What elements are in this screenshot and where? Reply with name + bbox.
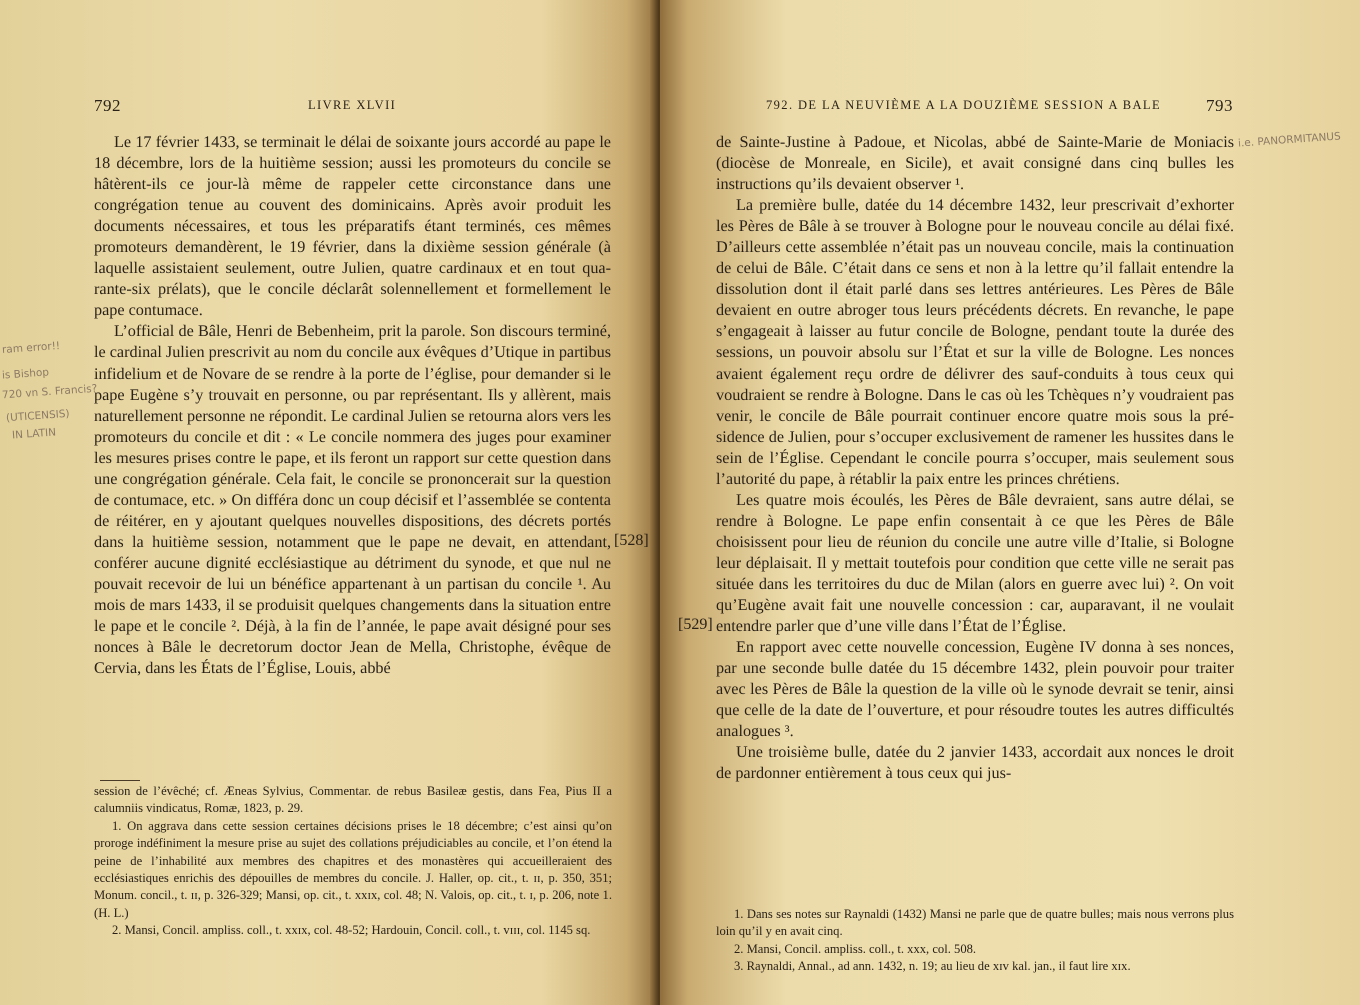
right-paragraph-2: La première bulle, datée du 14 décembre 1432, leur prescrivait d’exhorter les Pères de Bâle à se trouver à Bologne pour le nouveau concile au délai fixé. D’ailleurs cette assemblée n’était pas un nouveau concile, mais la continuation de celui de Bâle. C’était dans ce sens et non à la lettre qu’il fallait entendre la dissolution dont il était parlé dans ses lettres antérieures. Les Pères de Bâle devaient en outre abroger tous leurs précédents décrets. En revanche, le pape s’engageait à laisser au futur concile de Bologne, pendant toute la durée des sessions, un pouvoir absolu sur l’État et sur la ville de Bologne. Les nonces avaient également reçu ordre de délivrer des sauf-conduits à tous ceux qui voudraient se rendre à Bologne. Dans le cas où les Tchèques n’y voudraient pas venir, le concile de Bâle pourrait continuer encore quatre mois sous la présidence de Julien, pour s’occuper exclusivement de ramener les hussites dans le sein de l’Église. Cependant le concile pourra s’occuper, mais seulement sous l’autorité du pape, à rétablir la paix entre les princes chrétiens. bbox=[716, 196, 1234, 488]
right-running-head: 792. DE LA NEUVIÈME A LA DOUZIÈME SESSION A BALE bbox=[766, 98, 1161, 112]
right-page bbox=[660, 0, 1360, 1005]
right-footnote-2: 2. Mansi, Concil. ampliss. coll., t. xxx, col. 508. bbox=[734, 941, 977, 956]
left-margin-bracket: [528] bbox=[614, 532, 649, 549]
left-footnotes bbox=[94, 783, 612, 940]
left-footnote-2: 2. Mansi, Concil. ampliss. coll., t. xxɪx, col. 48-52; Hardouin, Concil. coll., t. vɪɪɪ, col. 1145 sq. bbox=[112, 923, 591, 938]
left-paragraph-1: Le 17 février 1433, se terminait le délai de soixante jours accordé au pape le 18 décembre, lors de la huitième session; aussi les promoteurs du concile se hâtèrent-ils ce jour-là même de rappeler cette circonstance dans une congrégation tenue au couvent des dominicains. Après avoir produit les documents nécessaires, et tous les préparatifs étant terminés, ces mêmes promoteurs demandèrent, le 19 février, dans la dixième session générale (à laquelle assistaient seulement, outre Julien, quatre cardinaux et en tout quarante-six prélats), que le concile déclarât solennellement et formellement le pape contumace. bbox=[94, 133, 611, 320]
handwritten-note-4: (UTICENSIS) bbox=[5, 407, 70, 425]
right-body-text bbox=[716, 132, 1234, 784]
right-paragraph-4: En rapport avec cette nouvelle concession, Eugène IV donna à ses nonces, par une seconde bulle datée du 15 décembre 1432, plein pouvoir pour traiter avec les Pères de Bâle la question de la ville où le synode devrait se tenir, ainsi que celle de la date de l’ouverture, et pour résoudre toutes les autres difficultés analogues ³. bbox=[716, 638, 1234, 741]
right-footnote-1: 1. Dans ses notes sur Raynaldi (1432) Mansi ne parle que de quatre bulles; mais nous verrons plus loin qu’il y en avait cinq. bbox=[716, 907, 1234, 939]
handwritten-note-1: ram error!! bbox=[1, 339, 61, 357]
footnote-rule bbox=[100, 780, 140, 781]
left-page-number: 792 bbox=[94, 96, 121, 115]
handwritten-note-right: i.e. PANORMITANUS bbox=[1237, 130, 1342, 150]
left-footnote-continued: session de l’évêché; cf. Æneas Sylvius, Commentar. de rebus Basileæ gestis, dans Fea, Pius II a calumniis vindicatus, Romæ, 1823, p. 29. bbox=[94, 784, 612, 816]
left-paragraph-2: L’official de Bâle, Henri de Bebenheim, prit la parole. Son discours terminé, le cardinal Julien prescrivit au nom du concile aux évêques d’Utique in partibus infidelium et de Novare de se rendre à la porte de l’église, pour demander si le pape Eugène s’y trouvait en personne, ou par représentant. Ils y allèrent, mais naturellement personne ne répondit. Le cardinal Julien se retourna alors vers les promoteurs du concile et dit : « Le concile nommera des juges pour examiner les mesures prises contre le pape, et ils feront un rapport sur cette question dans une congrégation générale. Cela fait, le concile se prononcerait sur la question de contumace, etc. » On différa donc un coup décisif et l’assemblée se contenta de réitérer, en y ajoutant quelques nouvelles dispositions, des décrets portés dans la huitième session, notamment que le pape ne devait, en attendant, conférer aucune dignité ecclésiastique au détriment du synode, et que nul ne pouvait recevoir de lui un bénéfice appartenant à un partisan du concile ¹. Au mois de mars 1433, il se produisit quelques changements dans la situation entre le pape et le concile ². Déjà, à la fin de l’année, le pape avait désigné pour ses nonces à Bâle le decretorum doctor Jean de Mella, Christophe, évêque de Cervia, dans les États de l’Église, Louis, abbé bbox=[94, 322, 611, 678]
right-paragraph-1: de Sainte-Justine à Padoue, et Nicolas, abbé de Sainte-Marie de Moniacis (diocèse de Monreale, en Sicile), et avait consigné dans cinq bulles les instructions qu’ils devaient observer ¹. bbox=[716, 133, 1234, 194]
left-body-text bbox=[94, 132, 611, 679]
handwritten-note-3: 720 vn S. Francis? bbox=[1, 382, 98, 402]
handwritten-note-2: is Bishop bbox=[1, 366, 50, 382]
right-paragraph-5: Une troisième bulle, datée du 2 janvier 1433, accordait aux nonces le droit de pardonner entièrement à tous ceux qui jus- bbox=[716, 743, 1234, 783]
left-page-header bbox=[94, 96, 397, 116]
right-page-number: 793 bbox=[1206, 96, 1233, 115]
right-paragraph-3: Les quatre mois écoulés, les Pères de Bâle devraient, sans autre délai, se rendre à Bologne. Le pape enfin consentait à ce que les Pères de Bâle choisissent pour lieu de réunion du concile une autre ville d’Italie, si Bologne leur déplaisait. Il y mettait toutefois pour condition que cette ville ne serait pas située dans les territoires du duc de Milan (alors en guerre avec lui) ². On voit qu’Eugène avait fait une nouvelle concession : car, auparavant, il ne voulait entendre parler que d’une ville dans l’État de l’Église. bbox=[716, 490, 1234, 636]
right-footnotes bbox=[716, 906, 1234, 976]
right-footnote-3: 3. Raynaldi, Annal., ad ann. 1432, n. 19; au lieu de xɪv kal. jan., il faut lire xɪx. bbox=[734, 959, 1131, 974]
handwritten-note-5: IN LATIN bbox=[11, 426, 57, 442]
right-margin-bracket: [529] bbox=[678, 616, 713, 633]
left-page bbox=[0, 0, 660, 1005]
left-footnote-1: 1. On aggrava dans cette session certaines décisions prises le 18 décembre; c’est ainsi qu’on proroge indéfiniment la mesure prise au sujet des collations préjudiciables au concile, et l’on étend la peine de l’inhabilité aux membres des chapitres et des monastères qui accueilleraient des ecclésiastiques enrichis des dépouilles de membres du concile. J. Haller, op. cit., t. ɪɪ, p. 350, 351; Monum. concil., t. ɪɪ, p. 326-329; Mansi, op. cit., t. xxɪx, col. 48; N. Valois, op. cit., t. ɪ, p. 206, note 1. (H. L.) bbox=[94, 818, 612, 920]
left-running-head: LIVRE XLVII bbox=[308, 98, 397, 112]
